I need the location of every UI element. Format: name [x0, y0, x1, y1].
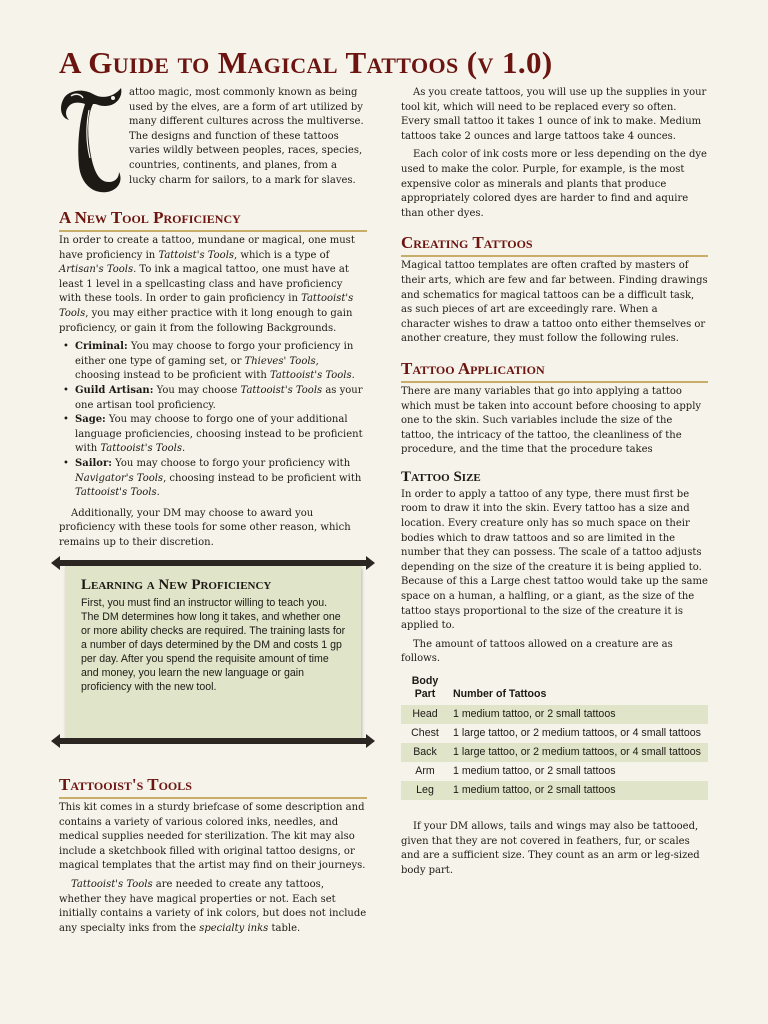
table-header-body-part: Body Part [411, 675, 439, 700]
table-cell: Head [401, 705, 449, 724]
list-item: • Guild Artisan: You may choose Tattooist's Tools as your one artisan tool proficiency. [75, 384, 367, 413]
list-item: • Criminal: You may choose to forgo your proficiency in either one type of gaming set, or Thieves' Tools, choosing instead to be proficient with Tattooist's Tools. [75, 340, 367, 384]
table-row [401, 724, 708, 743]
tattoo-table [401, 673, 708, 800]
table-row [401, 743, 708, 762]
size-paragraph: In order to apply a tattoo of any type, there must first be room to draw it into the skin. Every tattoo has a size and location. Every creature only has so much space on their bodies which to draw tattoos and so are limited in the number that they can possess. The scale of a tattoo adjusts depending on the size of the creature it is being applied to. Because of this a Large chest tattoo would take up the same space on a human, a halfling, or a giant, as the size of the tattoo stays proportional to the size of the creature it is applied to. [401, 488, 708, 632]
table-row [401, 781, 708, 800]
supplies-paragraph: As you create tattoos, you will use up the supplies in your tool kit, which will need to be replaced every so often. Every small tattoo it takes 1 ounce of ink to make. Medium tattoos take 2 ounces and large tattoos take 4 ounces. [401, 87, 707, 142]
table-cell: 1 large tattoo, or 2 medium tattoos, or 4 small tattoos [449, 743, 708, 762]
page-title: A Guide to Magical Tattoos (v 1.0) [59, 45, 553, 80]
table-cell: Leg [401, 781, 449, 800]
tools-paragraph-2: Tattooist's Tools are needed to create any tattoos, whether they have magical properties or not. Each set initially contains a variety of ink colors, but does not include any specialty inks from the specialty inks table. [59, 878, 367, 934]
amount-paragraph: The amount of tattoos allowed on a creature are as follows. [401, 638, 673, 665]
table-row [401, 705, 708, 724]
table-cell: Arm [415, 765, 435, 777]
table-header-number: Number of Tattoos [453, 688, 547, 700]
note-sidebar [59, 556, 367, 748]
dropcap-illustration [57, 86, 125, 196]
creating-paragraph: Magical tattoo templates are often crafted by masters of their arts, which are few and far between. Finding drawings and schematics for magical tattoos can be a difficult task, as such pieces of art are exceedingly rare. When a character wishes to draw a tattoo onto either themselves or another creature, they must follow the following rules. [401, 260, 708, 345]
heading-creating-tattoos: Creating Tattoos [401, 233, 708, 257]
additional-paragraph: Additionally, your DM may choose to award you proficiency with these tools for some other reason, which remains up to their discretion. [59, 507, 351, 548]
table-cell: 1 large tattoo, or 2 medium tattoos, or 4 small tattoos [453, 727, 701, 739]
table-cell: Chest [411, 727, 439, 739]
intro-paragraph: attoo magic, most commonly known as being used by the elves, are a form of art utilized by many different cultures across the multiverse. The designs and function of these tattoos varies wildly between peoples, races, species, countries, continents, and planes, from a lucky charm for sailors, to a mark for slaves. [129, 87, 364, 186]
note-heading: Learning a New Proficiency [81, 577, 272, 593]
list-item: • Sage: You may choose to forgo one of your additional language proficiencies, choosing instead to be proficient with Tattooist's Tools. [75, 413, 367, 457]
heading-tattoo-application: Tattoo Application [401, 359, 708, 383]
heading-tattooists-tools: Tattooist's Tools [59, 775, 367, 799]
table-cell: 1 medium tattoo, or 2 small tattoos [453, 765, 616, 777]
list-item: • Sailor: You may choose to forgo your proficiency with Navigator's Tools, choosing instead to be proficient with Tattooist's Tools. [75, 457, 367, 501]
tools-paragraph-1: This kit comes in a sturdy briefcase of some description and contains a variety of various colored inks, needles, and medical supplies needed for sterilization. The kit may also include a sketchbook filled with original tattoo designs, or magical templates that the artist may find on their journeys. [59, 802, 366, 872]
tool-proficiency-paragraph: In order to create a tattoo, mundane or magical, one must have proficiency in Tattoist's Tools, which is a type of Artisan's Tools. To ink a magical tattoo, one must have at least 1 level in a spellcasting class and have proficiency with these tools. In order to gain proficiency in Tattooist's Tools, you may either practice with it long enough to gain proficiency, or gain it from the following Backgrounds. [59, 235, 355, 334]
note-text: First, you must find an instructor willing to teach you. The DM determines how long it takes, and whether one or more ability checks are required. The training lasts for a number of days determined by the DM and costs 1 gp per day. After you spend the requisite amount of time and money, you learn the new language or gain proficiency with the new tool. [81, 597, 346, 693]
table-row [401, 762, 708, 781]
table-cell: 1 medium tattoo, or 2 small tattoos [449, 781, 708, 800]
note-bottom-bar [59, 738, 367, 744]
heading-tool-proficiency: A New Tool Proficiency [59, 208, 367, 232]
heading-tattoo-size: Tattoo Size [401, 468, 481, 485]
intro-section [59, 86, 367, 196]
tails-wings-paragraph: If your DM allows, tails and wings may also be tattooed, given that they are not covered in feathers, fur, or scales and are a sufficient size. They count as an arm or leg-sized body part. [401, 821, 700, 876]
background-list [59, 340, 367, 501]
table-cell: 1 medium tattoo, or 2 small tattoos [449, 705, 708, 724]
dropcap-t-icon [57, 86, 125, 196]
note-box [65, 566, 361, 738]
ink-color-paragraph: Each color of ink costs more or less depending on the dye used to make the color. Purple, for example, is the most expensive color as minerals and plants that produce appropriately colored dyes are harder to find and aquire than other dyes. [401, 149, 707, 219]
right-column [401, 86, 708, 882]
application-paragraph: There are many variables that go into applying a tattoo which must be taken into account before choosing to apply one to the skin. Such variables include the size of the tattoo, the intricacy of the tattoo, the cleanliness of the procedure, and the time that the procedure takes [401, 385, 702, 456]
table-cell: Back [401, 743, 449, 762]
tattooists-tools-section [59, 775, 367, 940]
left-column [59, 86, 367, 554]
